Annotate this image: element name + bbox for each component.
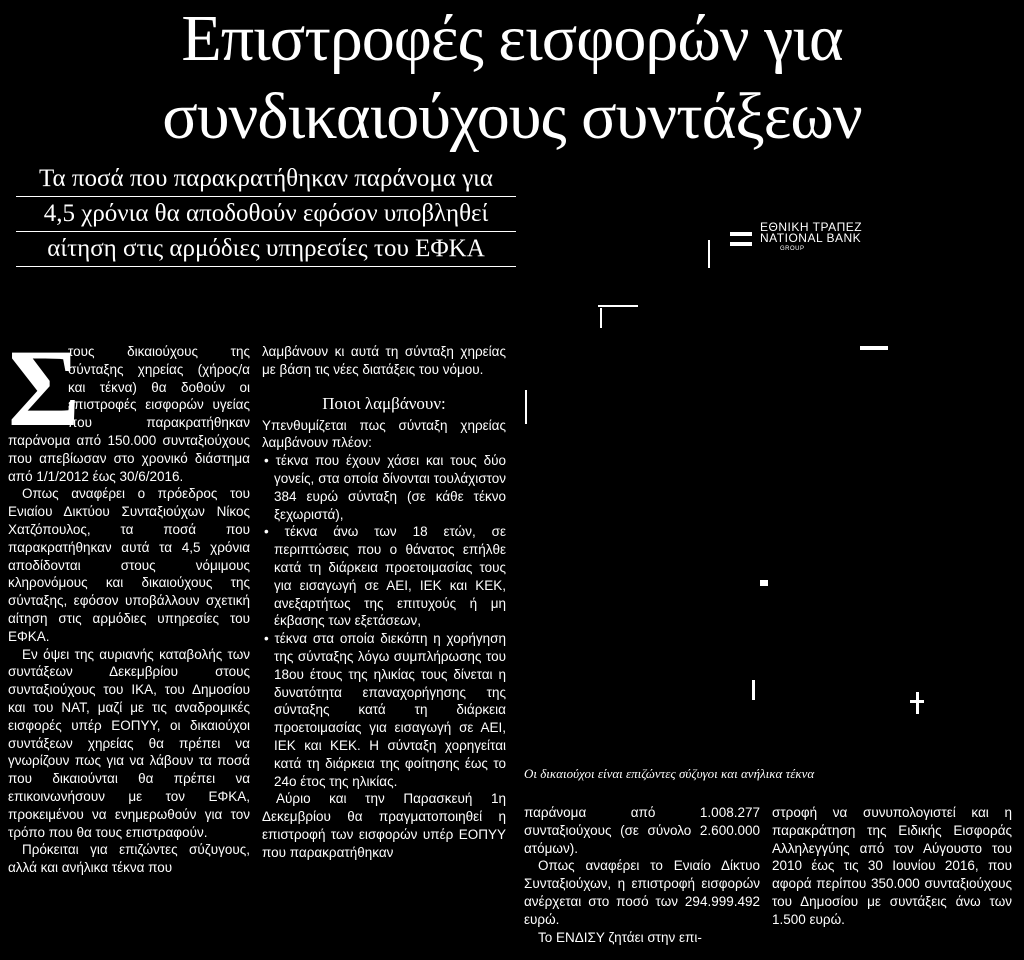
- article-paragraph: Πρόκειται για επιζώντες σύζυγους, αλλά και ανήλικα τέκνα που: [8, 842, 250, 876]
- eligibility-list: [262, 452, 506, 790]
- list-item: • τέκνα άνω των 18 ετών, σε περιπτώσεις που ο θάνατος επήλθε κατά τη διάρκεια προετοιμασίας τους για εισαγωγή σε ΑΕΙ, ΙΕΚ και ΚΕΚ, ανεξαρτήτως της επιτυχούς ή μη έκβασης των εξετάσεων,: [262, 523, 506, 630]
- photo-caption: Οι δικαιούχοι είναι επιζώντες σύζυγοι και ανήλικα τέκνα: [524, 766, 815, 781]
- article-paragraph: Οπως αναφέρει ο πρόεδρος του Ενιαίου Δικτύου Συνταξιούχων Νίκος Χατζόπουλος, τα ποσά που παρακρατήθηκαν αυτά τα 4,5 χρόνια αποδίδονται στους νόμιμους κληρονόμους και δικαιούχους της σύνταξης, εφόσον υποβάλλουν σχετική αίτηση στις αρμόδιες υπηρεσίες του ΕΦΚΑ.: [8, 486, 250, 644]
- article-paragraph: Εν όψει της αυριανής καταβολής των συντάξεων Δεκεμβρίου στους συνταξιούχους του ΙΚΑ, του Δημοσίου και του ΝΑΤ, μαζί με τις αναδρομικές εισφορές υπέρ ΕΟΠΥΥ, οι δικαιούχοι συντάξεων χηρείας θα πρέπει να γνωρίζουν πως για να λάβουν τα ποσά που δικαιούνται θα πρέπει να επικοινωνήσουν με τον ΕΦΚΑ, προκειμένου να ενημερωθούν για τον τρόπο που θα τους επιστραφούν.: [8, 646, 250, 840]
- list-item: • τέκνα που έχουν χάσει και τους δύο γονείς, στα οποία δίνονται τουλάχιστον 384 ευρώ σύνταξη (σε κάθε τέκνο ξεχωριστά),: [262, 452, 506, 523]
- subheadline-line-3: αίτηση στις αρμόδιες υπηρεσίες του ΕΦΚΑ: [16, 232, 516, 267]
- article-paragraph: Αύριο και την Παρασκευή 1η Δεκεμβρίου θα πραγματοποιηθεί η επιστροφή των εισφορών υπέρ ΕΟΠΥΥ που παρακρατήθηκαν: [262, 791, 506, 860]
- photo-detail: [760, 580, 768, 586]
- photo-detail: [916, 692, 919, 714]
- article-column-1: [8, 327, 250, 877]
- article-photo: [520, 160, 1024, 760]
- subheadline-line-1: Τα ποσά που παρακρατήθηκαν παράνομα για: [16, 162, 516, 197]
- photo-detail: [708, 240, 710, 268]
- photo-detail: [860, 346, 888, 350]
- list-item: • τέκνα στα οποία διεκόπη η χορήγηση της σύνταξης λόγω συμπλήρωσης του 18ου έτους της ηλικίας τους δίνεται η δυνατότητα επαναχορήγησης της σύνταξης κατά τη διάρκεια προετοιμασίας για εισαγωγή σε ΑΕΙ, ΙΕΚ και ΚΕΚ. Η σύνταξη χορηγείται κατά τη διάρκεια της φοίτησης έως το 24ο έτος της ηλικίας.: [262, 630, 506, 790]
- bank-name-greek: ΕΘΝΙΚΗ ΤΡΑΠΕΖ: [760, 220, 863, 234]
- article-paragraph: στροφή να συνυπολογιστεί και η παρακράτηση της Ειδικής Εισφοράς Αλληλεγγύης από τον Αύγουστο του 2010 έως τις 30 Ιουνίου 2016, που αφορά περίπου 350.000 συνταξιούχους του Δημοσίου με συντάξεις άνω των 1.500 ευρώ.: [772, 805, 1012, 927]
- photo-detail: [600, 308, 602, 328]
- article-column-4: [772, 804, 1012, 929]
- subheadline: [16, 162, 516, 267]
- article-paragraph: παράνομα από 1.008.277 συνταξιούχους (σε σύνολο 2.600.000 ατόμων).: [524, 805, 760, 856]
- article-paragraph: Το ΕΝΔΙΣΥ ζητάει στην επι-: [538, 929, 702, 945]
- headline-line-1: Επιστροφές εισφορών για: [181, 2, 843, 75]
- photo-detail: [525, 390, 527, 424]
- headline: [0, 0, 1024, 156]
- article-column-3: [524, 804, 760, 946]
- article-paragraph: λαμβάνουν κι αυτά τη σύνταξη χηρείας με βάση τις νέες διατάξεις του νόμου.: [262, 344, 506, 377]
- bank-logo-icon: [730, 232, 752, 246]
- subheadline-line-2: 4,5 χρόνια θα αποδοθούν εφόσον υποβληθεί: [16, 197, 516, 232]
- bank-name-sub: GROUP: [780, 246, 805, 252]
- drop-cap: Σ: [8, 327, 80, 449]
- bank-logo: [730, 222, 862, 255]
- photo-detail: [752, 680, 755, 700]
- article-paragraph: Υπενθυμίζεται πως σύνταξη χηρείας λαμβάνουν πλέον:: [262, 417, 506, 451]
- photo-detail: [598, 305, 638, 307]
- article-paragraph: τους δικαιούχους της σύνταξης χηρείας (χήρος/α και τέκνα) θα δοθούν οι επιστροφές εισφορών υγείας που παρακρατήθηκαν παράνομα από 150.000 συνταξιούχους που απεβίωσαν στο χρονικό διάστημα από 1/1/2012 έως 30/6/2016.: [8, 344, 250, 484]
- section-heading: Ποιοι λαμβάνουν:: [322, 393, 446, 413]
- article-column-2: [262, 343, 506, 862]
- bank-name-english: NATIONAL BANK: [760, 231, 862, 245]
- headline-line-2: συνδικαιούχους συντάξεων: [162, 80, 862, 153]
- article-paragraph: Οπως αναφέρει το Ενιαίο Δίκτυο Συνταξιούχων, η επιστροφή εισφορών ανέρχεται στο ποσό των 294.999.492 ευρώ.: [524, 858, 760, 927]
